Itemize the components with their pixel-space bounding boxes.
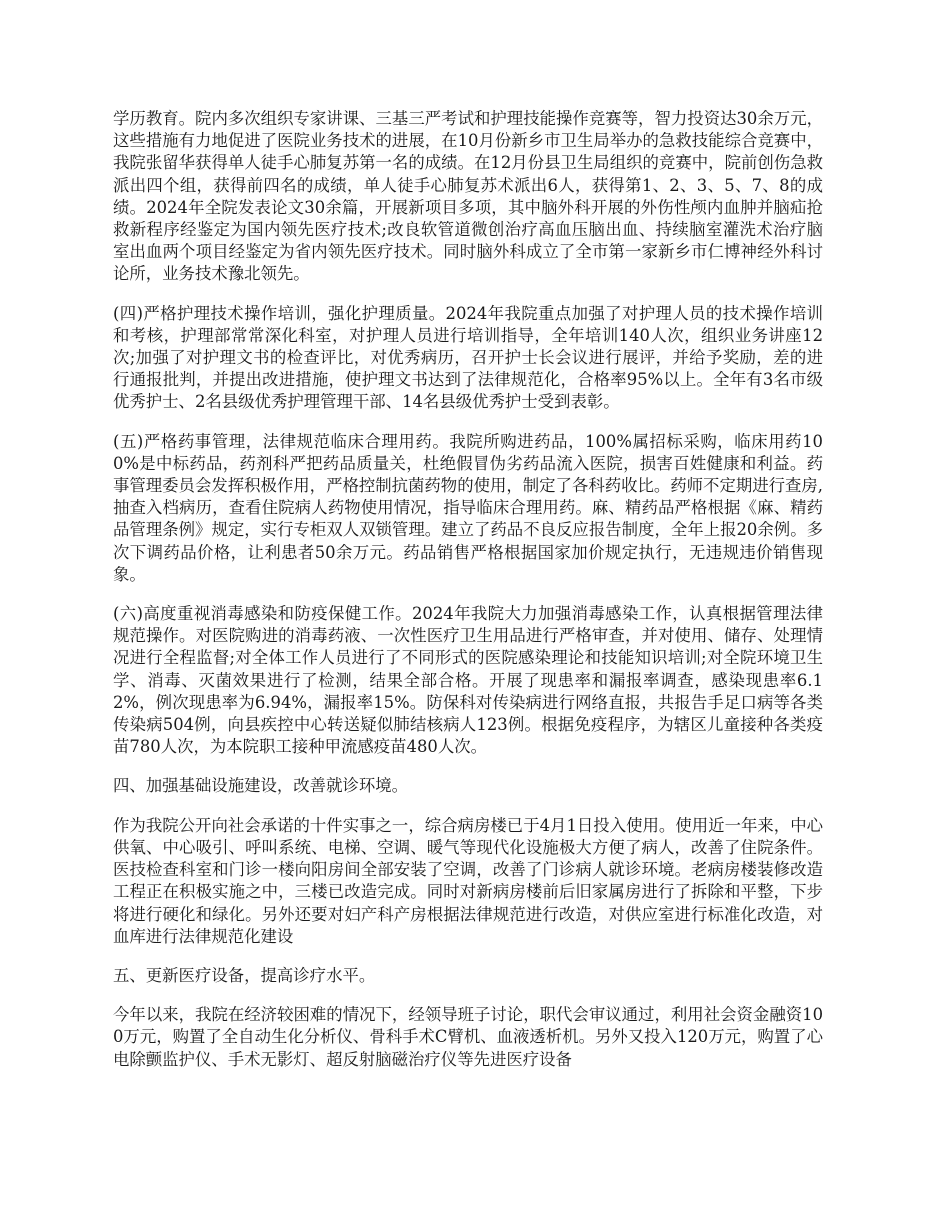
paragraph-pharmacy-management: (五)严格药事管理，法律规范临床合理用药。我院所购进药品，100%属招标采购，临床用药100%是中标药品，药剂科严把药品质量关，杜绝假冒伪劣药品流入医院，损害百姓健康和利益。药事管理委员会发挥积极作用，严格控制抗菌药物的使用，制定了各科药收比。药师不定期进行查房,抽查入档病历，查看住院病人药物使用情况，指导临床合理用药。麻、精药品严格根据《麻、精药品管理条例》规定，实行专柜双人双锁管理。建立了药品不良反应报告制度，全年上报20余例。多次下调药品价格，让利患者50余万元。药品销售严格根据国家加价规定执行，无违规违价销售现象。 bbox=[113, 431, 824, 584]
paragraph-nursing-training: (四)严格护理技术操作培训，强化护理质量。2024年我院重点加强了对护理人员的技术操作培训和考核，护理部常常深化科室，对护理人员进行培训指导，全年培训140人次，组织业务讲座12次;加强了对护理文书的检查评比，对优秀病历，召开护士长会议进行展评，并给予奖励，差的进行通报批判，并提出改进措施，使护理文书达到了法律规范化，合格率95%以上。全年有3名市级优秀护士、2名县级优秀护理管理干部、14名县级优秀护士受到表彰。 bbox=[113, 303, 823, 412]
paragraph-education: 学历教育。院内多次组织专家讲课、三基三严考试和护理技能操作竞赛等，智力投资达30余万元，这些措施有力地促进了医院业务技术的进展，在10月份新乡市卫生局举办的急救技能综合竞赛中，我院张留华获得单人徒手心肺复苏第一名的成绩。在12月份县卫生局组织的竞赛中，院前创伤急救派出四个组，获得前四名的成绩，单人徒手心肺复苏术派出6人，获得第1、2、3、5、7、8的成绩。2024年全院发表论文30余篇，开展新项目多项，其中脑外科开展的外伤性颅内血肿并脑疝抢救新程序经鉴定为国内领先医疗技术;改良软管道微创治疗高血压脑出血、持续脑室灌洗术治疗脑室出血两个项目经鉴定为省内领先医疗技术。同时脑外科成立了全市第一家新乡市仁博神经外科讨论所，业务技术豫北领先。 bbox=[113, 109, 823, 284]
section-heading-infrastructure: 四、加强基础设施建设，改善就诊环境。 bbox=[113, 776, 409, 796]
document-page bbox=[113, 108, 823, 1088]
paragraph-equipment: 今年以来，我院在经济较困难的情况下，经领导班子讨论，职代会审议通过，利用社会资金融资100万元，购置了全自动生化分析仪、骨科手术C臂机、血液透析机。另外又投入120万元，购置了心电除颤监护仪、手术无影灯、超反射脑磁治疗仪等先进医疗设备 bbox=[113, 1005, 823, 1069]
paragraph-infection-control: (六)高度重视消毒感染和防疫保健工作。2024年我院大力加强消毒感染工作，认真根据管理法律规范操作。对医院购进的消毒药液、一次性医疗卫生用品进行严格审查，并对使用、储存、处理情况进行全程监督;对全体工作人员进行了不同形式的医院感染理论和技能知识培训;对全院环境卫生学、消毒、灭菌效果进行了检测，结果全部合格。开展了现患率和漏报率调查，感染现患率6.12%，例次现患率为6.94%，漏报率15%。防保科对传染病进行网络直报，共报告手足口病等各类传染病504例，向县疾控中心转送疑似肺结核病人123例。根据免疫程序，为辖区儿童接种各类疫苗780人次，为本院职工接种甲流感疫苗480人次。 bbox=[113, 604, 823, 757]
section-heading-equipment: 五、更新医疗设备，提高诊疗水平。 bbox=[113, 965, 376, 985]
paragraph-infrastructure: 作为我院公开向社会承诺的十件实事之一，综合病房楼已于4月1日投入使用。使用近一年来，中心供氧、中心吸引、呼叫系统、电梯、空调、暖气等现代化设施极大方便了病人，改善了住院条件。医技检查科室和门诊一楼向阳房间全部安装了空调，改善了门诊病人就诊环境。老病房楼装修改造工程正在积极实施之中，三楼已改造完成。同时对新病房楼前后旧家属房进行了拆除和平整，下步将进行硬化和绿化。另外还要对妇产科产房根据法律规范进行改造，对供应室进行标准化改造，对血库进行法律规范化建设 bbox=[113, 815, 823, 946]
